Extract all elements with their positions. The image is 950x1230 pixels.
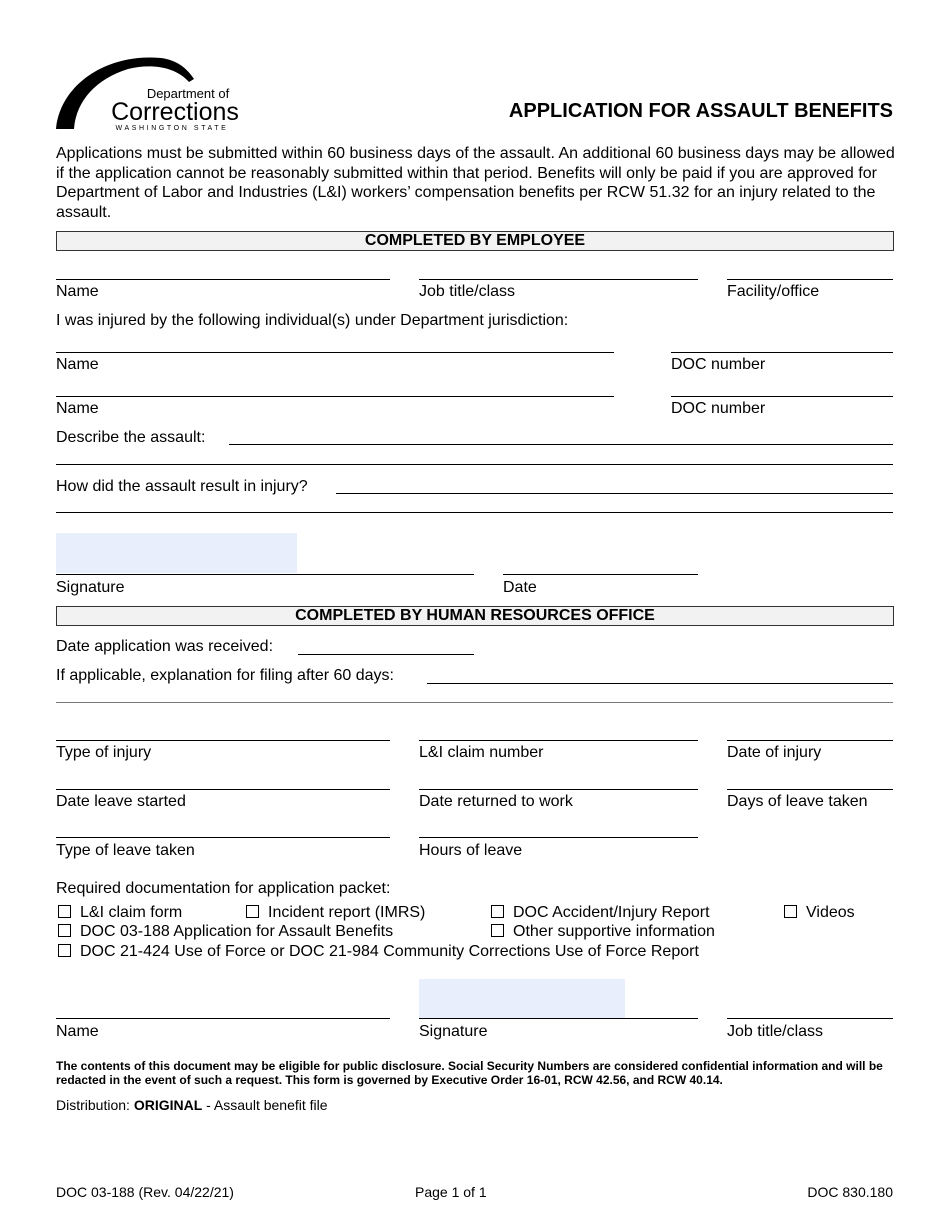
date-received-field[interactable] (298, 654, 474, 655)
logo-line3: WASHINGTON STATE (115, 125, 229, 132)
doc-logo (56, 55, 246, 133)
date-received-label: Date application was received: (56, 638, 274, 655)
employee-signature-line (56, 574, 474, 575)
checkbox-incident-report[interactable] (246, 903, 425, 922)
docs-heading: Required documentation for application packet: (56, 880, 391, 897)
how-injury-field-line2[interactable] (56, 512, 893, 513)
offender1-doc-field[interactable] (671, 352, 893, 353)
date-injury-field[interactable] (727, 740, 893, 741)
arch-logo-icon (56, 55, 246, 133)
checkbox-other-info[interactable] (491, 922, 715, 941)
checkbox-icon[interactable] (58, 944, 71, 957)
hours-leave-label: Hours of leave (419, 842, 523, 859)
hr-job-title-field[interactable] (727, 1018, 893, 1019)
type-injury-label: Type of injury (56, 744, 152, 761)
offender1-doc-label: DOC number (671, 356, 766, 373)
employee-job-title-field[interactable] (419, 279, 698, 280)
employee-job-title-label: Job title/class (419, 283, 516, 300)
date-injury-label: Date of injury (727, 744, 822, 761)
checkbox-icon[interactable] (491, 924, 504, 937)
checkbox-icon[interactable] (246, 905, 259, 918)
hr-name-field[interactable] (56, 1018, 390, 1019)
checkbox-other-info-label: Other supportive information (513, 923, 715, 940)
checkbox-icon[interactable] (58, 924, 71, 937)
checkbox-incident-report-label: Incident report (IMRS) (268, 904, 426, 921)
offender2-doc-field[interactable] (671, 396, 893, 397)
disclaimer: The contents of this document may be eligible for public disclosure. Social Security Numbers are considered confidential information and will be redacted in the event of such a request. This form is governed by Executive Order 16-01, RCW 42.56, and RCW 40.14. (56, 1059, 883, 1087)
checkbox-doc-03-188[interactable] (58, 922, 393, 941)
employee-signature-box[interactable] (56, 533, 297, 573)
how-injury-label: How did the assault result in injury? (56, 478, 308, 495)
checkbox-icon[interactable] (58, 905, 71, 918)
offender2-name-label: Name (56, 400, 99, 417)
footer-policy: DOC 830.180 (807, 1184, 893, 1200)
employee-name-field[interactable] (56, 279, 390, 280)
checkbox-li-claim[interactable] (58, 903, 182, 922)
type-injury-field[interactable] (56, 740, 390, 741)
offender2-name-field[interactable] (56, 396, 614, 397)
checkbox-icon[interactable] (491, 905, 504, 918)
hr-job-title-label: Job title/class (727, 1023, 824, 1040)
type-leave-field[interactable] (56, 837, 390, 838)
hours-leave-field[interactable] (419, 837, 698, 838)
distribution-suffix: - Assault benefit file (206, 1097, 328, 1113)
employee-signature-label: Signature (56, 579, 125, 596)
days-leave-field[interactable] (727, 789, 893, 790)
distribution-bold: ORIGINAL (133, 1097, 203, 1113)
describe-assault-field-line2[interactable] (56, 464, 893, 465)
intro-paragraph: Applications must be submitted within 60 business days of the assault. An additional 60 business days may be allowed if the application cannot be reasonably submitted within that period. Benefits will only be paid if you are approved for Department of Labor and Industries (L&I) workers’ compensation benefits per RCW 51.32 for an injury related to the assault. (56, 145, 895, 221)
explanation-label: If applicable, explanation for filing after 60 days: (56, 667, 394, 684)
checkbox-li-claim-label: L&I claim form (80, 904, 183, 921)
date-returned-label: Date returned to work (419, 793, 573, 810)
hr-signature-line (419, 1018, 698, 1019)
form-title: APPLICATION FOR ASSAULT BENEFITS (508, 100, 893, 122)
checkbox-videos[interactable] (784, 903, 855, 922)
logo-line1: Department of (146, 86, 230, 101)
checkbox-videos-label: Videos (806, 904, 855, 921)
explanation-field-line2[interactable] (56, 702, 893, 703)
hr-signature-box[interactable] (419, 979, 625, 1018)
employee-facility-label: Facility/office (727, 283, 820, 300)
distribution-line (56, 1097, 328, 1114)
how-injury-field[interactable] (336, 493, 893, 494)
injured-by-text: I was injured by the following individual(s) under Department jurisdiction: (56, 312, 569, 329)
offender1-name-field[interactable] (56, 352, 614, 353)
checkbox-doc-03-188-label: DOC 03-188 Application for Assault Benefits (80, 923, 394, 940)
hr-section-heading: COMPLETED BY HUMAN RESOURCES OFFICE (56, 606, 894, 626)
describe-assault-label: Describe the assault: (56, 429, 206, 446)
describe-assault-field[interactable] (229, 444, 893, 445)
employee-name-label: Name (56, 283, 99, 300)
employee-section-heading: COMPLETED BY EMPLOYEE (56, 231, 894, 251)
checkbox-icon[interactable] (784, 905, 797, 918)
type-leave-label: Type of leave taken (56, 842, 195, 859)
explanation-field[interactable] (427, 683, 893, 684)
checkbox-accident-report[interactable] (491, 903, 710, 922)
date-leave-started-label: Date leave started (56, 793, 186, 810)
logo-line2: Corrections (111, 98, 239, 126)
days-leave-label: Days of leave taken (727, 793, 868, 810)
checkbox-use-of-force[interactable] (58, 942, 699, 961)
distribution-prefix: Distribution: (56, 1097, 130, 1113)
date-leave-started-field[interactable] (56, 789, 390, 790)
offender1-name-label: Name (56, 356, 99, 373)
claim-number-field[interactable] (419, 740, 698, 741)
footer-page-number: Page 1 of 1 (415, 1184, 487, 1200)
employee-facility-field[interactable] (727, 279, 893, 280)
hr-signature-label: Signature (419, 1023, 488, 1040)
checkbox-use-of-force-label: DOC 21-424 Use of Force or DOC 21-984 Community Corrections Use of Force Report (80, 943, 699, 960)
claim-number-label: L&I claim number (419, 744, 544, 761)
footer-form-number: DOC 03-188 (Rev. 04/22/21) (56, 1184, 234, 1200)
employee-date-label: Date (503, 579, 537, 596)
offender2-doc-label: DOC number (671, 400, 766, 417)
date-returned-field[interactable] (419, 789, 698, 790)
checkbox-accident-report-label: DOC Accident/Injury Report (513, 904, 710, 921)
hr-name-label: Name (56, 1023, 99, 1040)
employee-date-field[interactable] (503, 574, 698, 575)
